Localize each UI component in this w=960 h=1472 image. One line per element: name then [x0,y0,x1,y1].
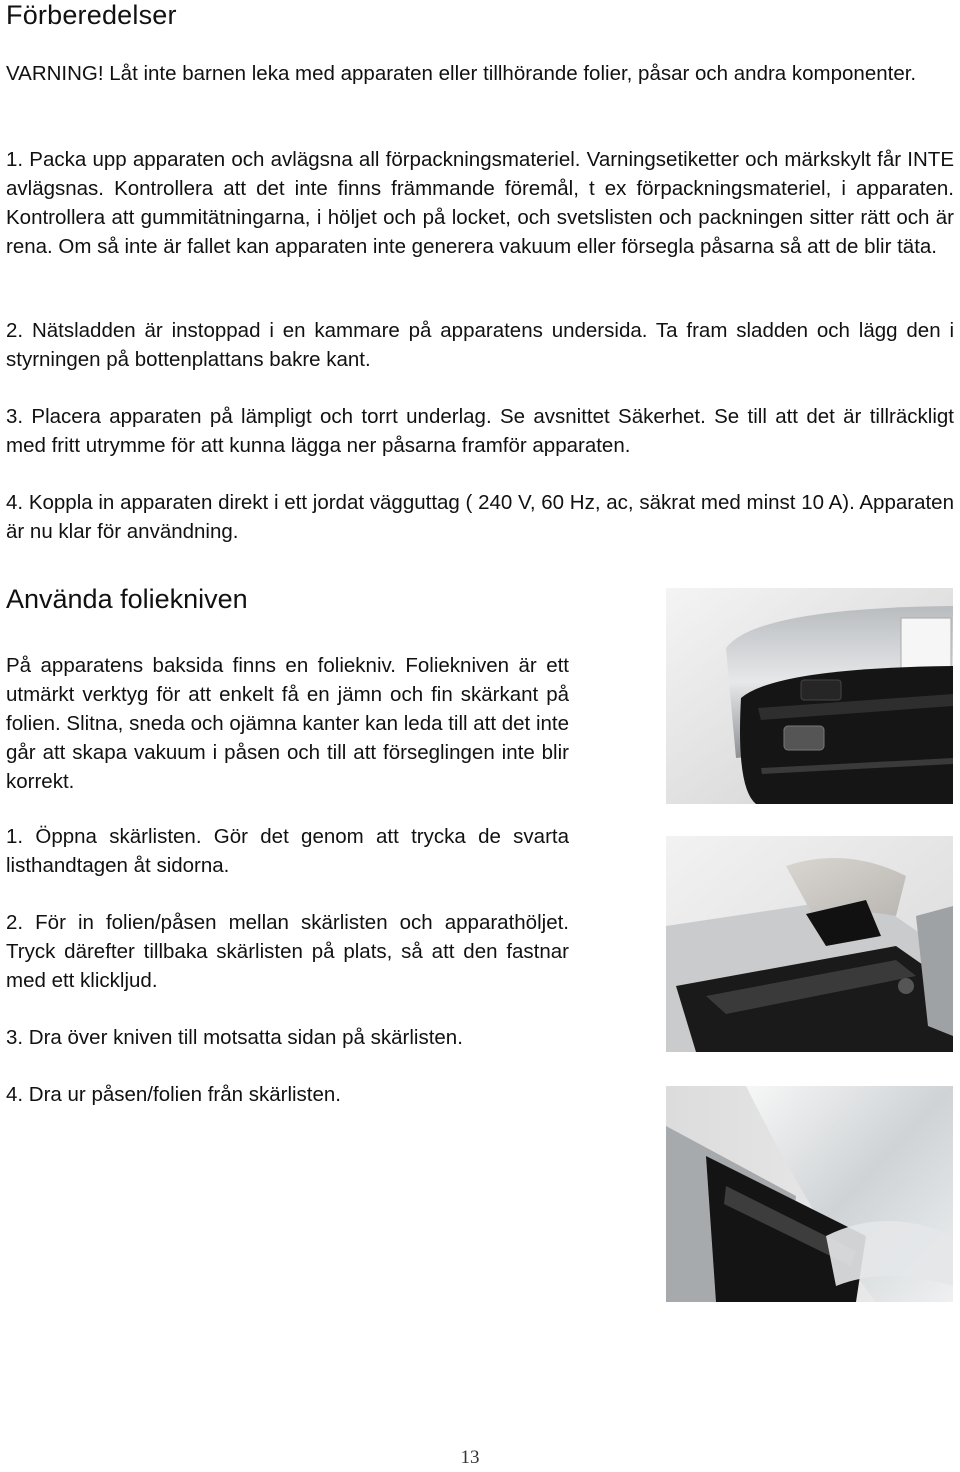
foil-cutter-intro: På apparatens baksida finns en foliekniv. Foliekniven är ett utmärkt verktyg för att enkelt få en jämn och fin skärkant på folien. Slitna, sneda och ojämna kanter kan leda till att det inte går att skapa vakuum i påsen och till att förseglingen inte blir korrekt. [6,654,569,793]
page-number: 13 [460,1447,480,1468]
warning-paragraph: VARNING! Låt inte barnen leka med apparaten eller tillhörande folier, påsar och andra komponenter. [6,62,917,85]
cutter-step-3: 3. Dra över kniven till motsatta sidan på skärlisten. [6,1026,463,1049]
photo-foil-inserted [666,1086,953,1302]
section-heading: Använda foliekniven [6,584,248,614]
photo-cutter-rail-closed [666,588,953,804]
photo-opening-cutter [666,836,953,1052]
page-title: Förberedelser [6,0,177,30]
prep-step-4: 4. Koppla in apparaten direkt i ett jordat vägguttag ( 240 V, 60 Hz, ac, säkrat med minst 10 A). Apparaten är nu klar för användning. [6,491,954,543]
cutter-step-1: 1. Öppna skärlisten. Gör det genom att trycka de svarta listhandtagen åt sidorna. [6,825,569,877]
prep-step-2: 2. Nätsladden är instoppad i en kammare på apparatens undersida. Ta fram sladden och lägg den i styrningen på bottenplattans bakre kant. [6,319,954,371]
prep-step-1: 1. Packa upp apparaten och avlägsna all förpackningsmateriel. Varningsetiketter och märkskylt får INTE avlägsnas. Kontrollera att det inte finns främmande föremål, t ex förpackningsmateriel, i apparaten. Kontrollera att gummitätningarna, i höljet och på locket, och svetslisten och packningen sitter rätt och är rena. Om så inte är fallet kan apparaten inte generera vakuum eller försegla påsarna så att de blir täta. [6,148,954,258]
prep-step-3: 3. Placera apparaten på lämpligt och torrt underlag. Se avsnittet Säkerhet. Se till att det är tillräckligt med fritt utrymme för att kunna lägga ner påsarna framför apparaten. [6,405,954,457]
cutter-step-2: 2. För in folien/påsen mellan skärlisten och apparathöljet. Tryck därefter tillbaka skärlisten på plats, så att den fastnar med ett klickljud. [6,911,569,992]
cutter-step-4: 4. Dra ur påsen/folien från skärlisten. [6,1083,341,1106]
